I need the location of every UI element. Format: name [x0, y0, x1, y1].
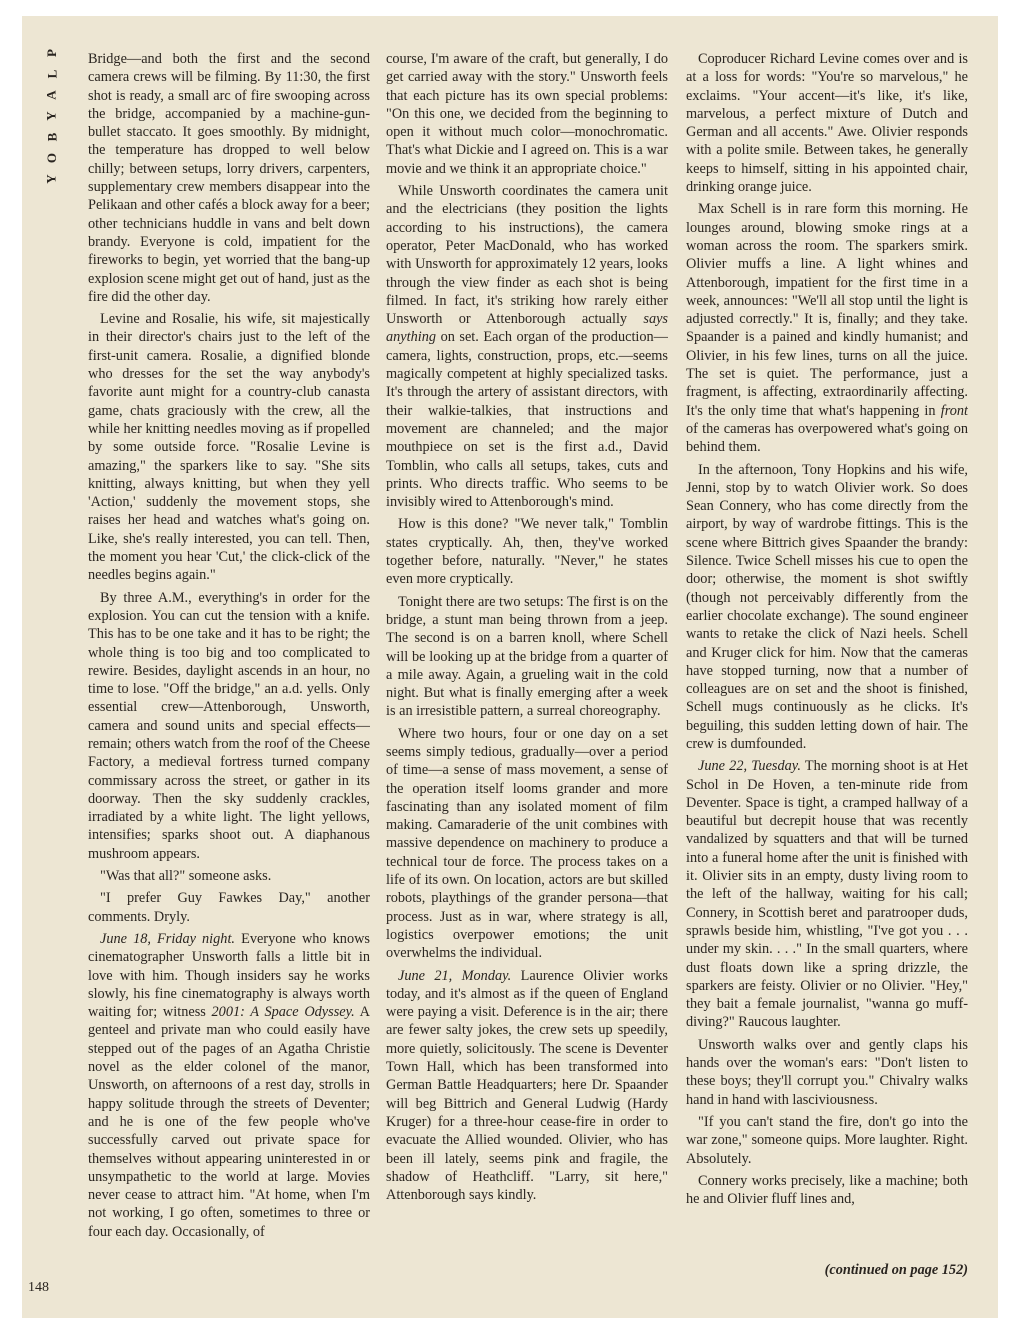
continuation-note: (continued on page 152) [824, 1262, 968, 1278]
masthead-letter: L [43, 69, 59, 79]
masthead-letter: Y [43, 111, 59, 121]
page-number: 148 [28, 1280, 49, 1295]
masthead-letter: O [44, 152, 59, 164]
paragraph: "Was that all?" someone asks. [100, 868, 272, 885]
paragraph [88, 930, 370, 1241]
paragraph: Levine and Rosalie, his wife, sit majestically in their director's chairs just to the left of the first-unit camera. Rosalie, a dignified blonde who dresses for the set the way anybody's favorite aunt might for a country-club canasta game, chats graciously with the crew, all the while her knitting needles moving as if propelled by some outside force. "Rosalie Levine is amazing," the sparkers like to say. "She sits knitting, always knitting, but when they yell 'Action,' suddenly the movement stops, she raises her head and watches what's going on. Like, she's really interested, you can tell. Then, the moment you hear 'Cut,' the click-click of the needles begins again." [88, 311, 370, 584]
paragraph: Where two hours, four or one day on a set seems simply tedious, gradually—over a period of time—a sense of mass movement, a sense of the operation itself looms grander and more fascinating than any isolated moment of film making. Camaraderie of the unit combines with massive dependence on machinery to produce a technical tour de force. The process takes on a life of its own. On location, actors are but skilled robots, playthings of the grander persona—that process. Just as in war, where strategy is all, logistics overpower emotions; the unit overwhelms the individual. [386, 725, 668, 962]
playboy-masthead [32, 46, 72, 186]
paragraph: How is this done? "We never talk," Tomblin states cryptically. Ah, then, they've worked together before, naturally. "Never," he states even more cryptically. [386, 516, 668, 588]
emphasis: says anything [386, 311, 668, 346]
paragraph-text: Laurence Olivier works today, and it's almost as if the queen of England were paying a visit. Deference is in the air; there are fewer salty jokes, the crew sets up speedily, more quietly, solicitously. The scene is Deventer Town Hall, which has been transformed into German Battle Headquarters; here Dr. Spaander will beg Bittrich and General Ludwig (Hardy Kruger) for a three-hour cease-fire in order to evacuate the Allied wounded. Olivier, who has been ill lately, seems pink and fragile, the shadow of Heathcliff. "Larry, sit here," Attenborough says kindly. [386, 967, 668, 1204]
paragraph: Bridge—and both the first and the second camera crews will be filming. By 11:30, the first shot is ready, a small arc of fire swooping across the bridge, accompanied by a machine-gun-bullet staccato. It goes smoothly. By midnight, the temperature has dropped to well below chilly; between setups, lorry drivers, carpenters, supplementary crew members disappear into the Pelikaan and other cafés a block away for a beer; other technicians huddle in vans and belt down brandy. Everyone is cold, impatient for the fireworks to begin, yet worried that the bang-up explosion scene might get out of hand, just as the fire did the other day. [88, 51, 370, 305]
paragraph-text: of the cameras has overpowered what's going on behind them. [686, 420, 968, 456]
dateline: June 21, Monday. [398, 967, 512, 984]
paragraph [686, 757, 968, 1031]
paragraph-text: Everyone who knows cinematographer Unsworth falls a little bit in love with him. Though insiders say he works slowly, his fine cinematography is always worth waiting for; witness [88, 930, 370, 1021]
masthead-letter: P [43, 49, 59, 57]
text-column-3 [686, 50, 968, 1300]
paragraph: In the afternoon, Tony Hopkins and his wife, Jenni, stop by to watch Olivier work. So does Sean Connery, who has come directly from the airport, by way of wardrobe fittings. This is the scene where Bittrich gives Spaander the brandy: Silence. Twice Schell misses his cue to open the door; otherwise, the moment is shot swiftly (though not perceivably differently from the earlier chocolate exchange). The sound engineer wants to retake the click of Nazi heels. Schell and Kruger click for him. Now that the cameras have stopped turning, now that a number of colleagues are on set and the shoot is finished, Schell mugs continuously as he clicks. It's beguiling, this sudden letting down of hair. The crew is dumfounded. [686, 461, 968, 752]
paragraph-text: While Unsworth coordinates the camera unit and the electricians (they position the lights according to his instructions), the camera operator, Peter MacDonald, who has worked with Unsworth for approximately 12 years, looks through the view finder as each shot is being filmed. In fact, it's striking how rarely either Unsworth or Attenborough actually [386, 183, 668, 328]
text-column-1 [88, 50, 370, 1300]
text-column-2 [386, 50, 668, 1300]
masthead-letter: B [43, 132, 59, 142]
dateline: June 22, Tuesday. [698, 758, 801, 775]
paragraph: "If you can't stand the fire, don't go into the war zone," someone quips. More laughter. Right. Absolutely. [686, 1113, 968, 1167]
paragraph-text: A genteel and private man who could easily have stepped out of the pages of an Agatha Christie novel as the elder colonel of the manor, Unsworth, on afternoons of a rest day, strolls in happy solitude through the streets of Deventer; and he is one of the few people who've successfully carved out private space for themselves without appearing uninterested in or unsympathetic to the world at large. Movies never cease to attract him. "At home, when I'm not working, I go often, sometimes to three or four each day. Occasionally, of [88, 1004, 370, 1240]
paragraph: By three A.M., everything's in order for the explosion. You can cut the tension with a knife. This has to be one take and it has to be right; the whole thing is too big and too complicated to rewire. Besides, daylight ascends in an hour, no time to lose. "Off the bridge," an a.d. yells. Only essential crew—Attenborough, Unsworth, camera and sound units and special effects—remain; others watch from the roof of the Cheese Factory, a medieval fortress turned company commissary across the street, or gather in its doorway. Then the sky suddenly crackles, irradiated by a white light. The light yellows, intensifies; sparks shoot out. A diaphanous mushroom appears. [88, 589, 370, 862]
masthead-letter: Y [43, 174, 59, 184]
paragraph: Unsworth walks over and gently claps his hands over the woman's ears: "Don't listen to these boys; they'll corrupt you." Chivalry walks hand in hand with lasciviousness. [686, 1036, 968, 1108]
paragraph: Coproducer Richard Levine comes over and is at a loss for words: "You're so marvelous," he exclaims. "Your accent—it's like, it's like, marvelous, a perfect mixture of Dutch and German and all accents." Awe. Olivier responds with a polite smile. Between takes, he generally keeps to himself, sitting in his appointed chair, drinking orange juice. [686, 51, 968, 196]
paragraph-text: on set. Each organ of the production—camera, lights, construction, props, etc.—seems magically competent at highly specialized tasks. It's through the artery of assistant directors, with their walkie-talkies, that instructions and movement are channeled; and the major mouthpiece on set is the first a.d., David Tomblin, who calls all setups, takes, cuts and prints. Who directs traffic. Who seems to be invisibly wired to Attenborough's mind. [386, 329, 668, 511]
paragraph: course, I'm aware of the craft, but generally, I do get carried away with the story." Unsworth feels that each picture has its own special problems: "On this one, we decided from the beginning to open it without much color—monochromatic. That's what Dickie and I agreed on. This is a war movie and we think it an appropriate choice." [386, 51, 668, 177]
magazine-page [22, 16, 998, 1318]
paragraph: Connery works precisely, like a machine; both he and Olivier fluff lines and, [686, 1172, 968, 1208]
dateline: June 18, Friday night. [100, 930, 235, 947]
paragraph [686, 200, 968, 456]
paragraph: Tonight there are two setups: The first is on the bridge, a stunt man being thrown from a jeep. The second is on a barren knoll, where Schell will be looking up at the bridge from a quarter of a mile away. Again, a grueling wait in the cold night. But what is finally emerging after a week is an irresistible pattern, a surreal choreography. [386, 593, 668, 720]
paragraph: "I prefer Guy Fawkes Day," another comments. Dryly. [88, 890, 370, 925]
masthead-letter: A [43, 90, 59, 100]
paragraph [386, 967, 668, 1205]
paragraph [386, 182, 668, 511]
paragraph-text: The morning shoot is at Het Schol in De Hoven, a ten-minute ride from Deventer. Space is tight, a cramped hallway of a beautiful but decrepit house that was recently vandalized by squatters and that will be turned into a funeral home after the unit is finished with it. Olivier sits in an empty, dusty living room to the left of the hallway, waiting for his call; Connery, in Scottish beret and paratrooper duds, sprawls beside him, whistling, "I've got you . . . under my skin. . . ." In the small quarters, where dust floats down like a spring drizzle, the sparkers are feisty. Olivier or no Olivier. "Hey," they bait a female journalist, "wanna go muff-diving?" Raucous laughter. [686, 758, 968, 1031]
film-title: 2001: A Space Odyssey. [211, 1004, 355, 1021]
emphasis: front [940, 402, 968, 419]
paragraph-text: Max Schell is in rare form this morning. He lounges around, blowing smoke rings at a woman across the room. The sparkers smirk. Olivier muffs a line. A light whines and Attenborough, impatient for the first time in a week, announces: "We'll all stop until the light is adjusted correctly." It is, finally; and they take. Spaander is a pained and kindly humanist; and Olivier, in his few lines, turns on all the juice. The set is quiet. The performance, just a fragment, is affecting, extraordinarily affecting. It's the only time that what's happening in [686, 201, 968, 419]
